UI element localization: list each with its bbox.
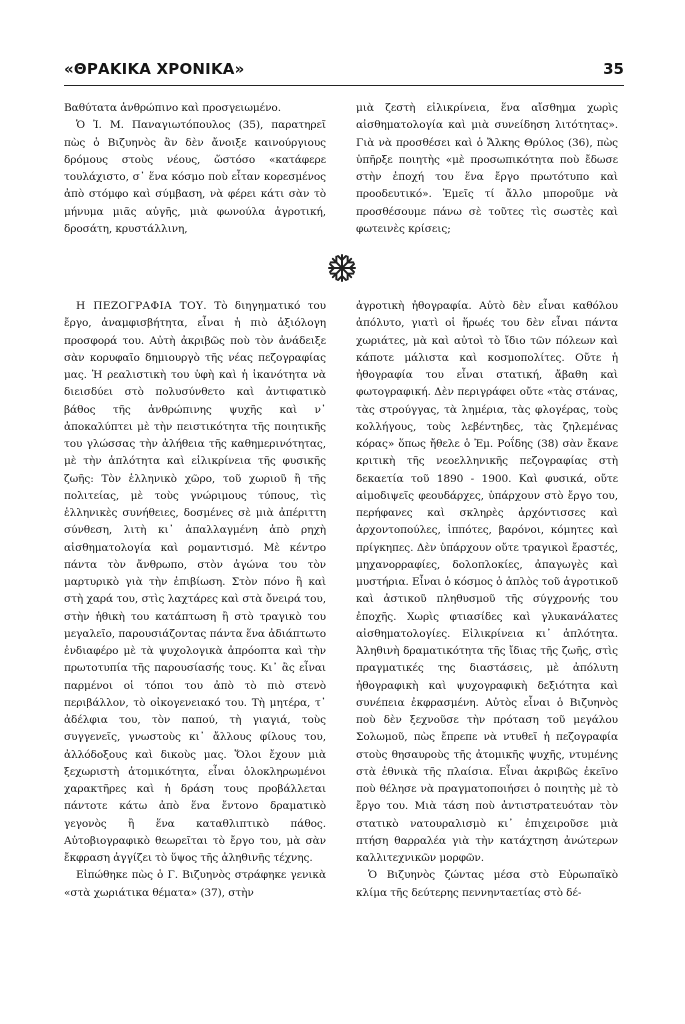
snowflake-ornament-icon	[326, 252, 358, 284]
paragraph: Εἰπώθηκε πὼς ὁ Γ. Βιζυηνὸς στράφηκε γενικὰ «στὰ χωριάτικα θέματα» (37), στὴν	[64, 869, 326, 899]
top-left-column	[64, 100, 326, 238]
section-heading: Η ΠΕΖΟΓΡΑΦΙΑ ΤΟΥ.	[76, 300, 207, 312]
paragraph: Ὁ Βιζυηνὸς ζώντας μέσα στὸ Εὐρωπαϊκὸ κλίμα τῆς δεύτερης πεννηνταετίας στὸ δέ-	[356, 869, 618, 899]
top-right-column	[356, 100, 618, 238]
paragraph: μιὰ ζεστὴ εἰλικρίνεια, ἕνα αἴσθημα χωρὶς αἰσθηματολογία καὶ μιὰ συνείδηση λιτότητας». Γιὰ νὰ προσθέσει καὶ ὁ Ἄλκης Θρύλος (36), πὼς ὑπῆρξε ποιητὴς «μὲ προσωπικότητα ποὺ ἔδωσε στὴν ἐποχή του ἕνα ἔργο πρωτότυπο καὶ προοδευτικό». Ἐμεῖς τί ἄλλο μποροῦμε νὰ προσθέσουμε πάνω σὲ τοῦτες τὶς σωστὲς καὶ φωτεινὲς κρίσεις;	[356, 102, 618, 236]
paragraph	[64, 298, 326, 867]
header-rule	[64, 85, 624, 86]
running-header	[64, 60, 624, 82]
bottom-right-column	[356, 298, 618, 902]
journal-title: «ΘΡΑΚΙΚΑ ΧΡΟΝΙΚΑ»	[64, 60, 245, 78]
paragraph-text: Τὸ διηγηματικό του ἔργο, ἀναμφισβήτητα, εἶναι ἡ πιὸ ἀξιόλογη προσφορά του. Αὐτὴ ἀκριβῶς ποὺ τὸν ἀνάδειξε σὰν κορυφαῖο δημιουργὸ τῆς νέας πεζογραφίας μας. Ἡ ρεαλιστικὴ του ὑφὴ καὶ ἡ ἱκανότητα νὰ διεισδύει στὸ πολυσύνθετο καὶ ἀντιφατικὸ βάθος τῆς ἀνθρώπινης ψυχῆς καὶ ν᾽ ἀποκαλύπτει μὲ τὴν πειστικότητα τῆς ποιητικῆς του γλώσσας τὴν ἀλήθεια τῆς καθημερινότητας, μὲ τὴν ἁπλότητα καὶ εἰλικρίνεια τῆς φυσικῆς ζωῆς: Τὸν ἑλληνικὸ χῶρο, τοῦ χωριοῦ ἢ τῆς πολιτείας, μὲ τοὺς γνώριμους τύπους, τὶς ἑλληνικὲς συνήθειες, δοσμένες σὲ μιὰ ἀπέριττη σύνθεση, λιτὴ κι᾽ ἀπαλλαγμένη ἀπὸ ρηχὴ αἰσθηματολογία καὶ ρομαντισμό. Μὲ κέντρο πάντα τὸν ἄνθρωπο, στὸν ἀγώνα του τὸν μαρτυρικὸ γιὰ τὴν ἐπιβίωση. Στὸν πόνο ἢ καὶ στὴ χαρά του, στὶς λαχτάρες καὶ στὰ ὄνειρά του, στὴν ἠθικὴ του κατάπτωση ἢ στὸ τραγικὸ του μεγαλεῖο, παρουσιάζοντας πάντα ἕνα ἀδιάπτωτο ἐνδιαφέρο μὲ τὰ ψυχολογικὰ ἀπρόοπτα καὶ τὴν πρωτοτυπία τῆς παρουσίασής τους. Κι᾽ ἂς εἶναι παρμένοι οἱ τόποι του ἀπὸ τὸ πιὸ στενὸ περιβάλλον, τὸ οἰκογενειακό του. Τὴ μητέρα, τ᾽ ἀδέλφια του, τὸν παπού, τὴ γιαγιά, τοὺς συγγενεῖς, γνωστοὺς κι᾽ ἄλλους φίλους του, ἀλλόδοξους καὶ δικοὺς μας. Ὅλοι ἔχουν μιὰ ξεχωριστὴ ἀτομικότητα, εἶναι ὁλοκληρωμένοι χαρακτῆρες καὶ ἡ δράση τους προβάλλεται πάντοτε κάτω ἀπὸ ἕνα ἔντονο δραματικὸ γεγονὸς ἢ ἕνα καταθλιπτικὸ πάθος. Αὐτοβιογραφικὸ θεωρεῖται τὸ ἔργο του, μὰ σὰν ἔκφραση ἀγγίζει τὸ ὕψος τῆς ἀληθινῆς τέχνης.	[64, 300, 326, 864]
bottom-left-column	[64, 298, 326, 902]
page-number: 35	[603, 60, 624, 78]
paragraph: ἀγροτικὴ ἠθογραφία. Αὐτὸ δὲν εἶναι καθόλου ἀπόλυτο, γιατὶ οἱ ἥρωές του δὲν εἶναι πάντα χωριάτες, μὰ καὶ αὐτοὶ τὸ ἴδιο τῶν πόλεων καὶ κάποτε μάλιστα καὶ κοσμοπολίτες. Οὔτε ἡ ἠθογραφία του εἶναι στατική, ἄβαθη καὶ φωτογραφική. Δὲν περιγράφει οὔτε «τὰς στάνας, τὰς στρούγγας, τὰ λημέρια, τὰς φλογέρας, τοὺς κολλήγους, τοὺς λεβέντηδες, τὰς ζηλεμένας κόρας» ὅπως ἤθελε ὁ Ἐμ. Ροΐδης (38) σὰν ἔκανε κριτικὴ τῆς νεοελληνικῆς πεζογραφίας στὴ δεκαετία τοῦ 1890 - 1900. Καὶ φυσικά, οὔτε αἱμοδιψεῖς φεουδάρχες, ὑπάρχουν στὸ ἔργο του, περήφανες καὶ σκληρὲς ἀρχόντισσες καὶ ἀρχοντοπούλες, ἱππότες, βαρόνοι, κόμητες καὶ πρίγκηπες. Δὲν ὑπάρχουν οὔτε τραγικοὶ ἔραστές, μηχανορραφίες, δολοπλοκίες, ἀπαγωγὲς καὶ μυστήρια. Εἶναι ὁ κόσμος ὁ ἁπλὸς τοῦ ἀγροτικοῦ καὶ ἀστικοῦ πληθυσμοῦ τῆς σύγχρονής του ἐποχῆς. Χωρὶς φτιασίδες καὶ γλυκανάλατες αἰσθηματολογίες. Εἰλικρίνεια κι᾽ ἁπλότητα. Ἀληθινὴ δραματικότητα τῆς ἴδιας τῆς ζωῆς, στὶς πραγματικές της διαστάσεις, μὲ ἀπόλυτη ἠθογραφικὴ καὶ ψυχογραφικὴ δεξιότητα καὶ συνέπεια ἐκφρασμένη. Αὐτὸς εἶναι ὁ Βιζυηνὸς ποὺ δὲν ξεχνοῦσε τὴν πρόταση τοῦ μεγάλου Σολωμοῦ, πὼς ἔπρεπε νὰ ντυθεῖ ἡ πεζογραφία στοὺς θησαυροὺς τῆς ἀτομικῆς ψυχῆς, ντυμένης στὰ ἐθνικὰ τῆς πλαίσια. Εἶναι ἀκριβῶς ἐκεῖνο ποὺ θέλησε νὰ πραγματοποιήσει ὁ ποιητὴς μὲ τὸ ἔργο του. Μιὰ τάση ποὺ ἀντιστρατευόταν τὸν στατικὸ νατουραλισμὸ κι᾽ ἐπιχειροῦσε μιὰ πτήση θαρραλέα γιὰ τὴν κατάχτηση ἀνώτερων καλλιτεχνικῶν μορφῶν.	[356, 300, 618, 864]
paragraph: Βαθύτατα ἀνθρώπινο καὶ προσγειωμένο.	[64, 102, 281, 114]
paragraph: Ὁ Ἰ. Μ. Παναγιωτόπουλος (35), παρατηρεῖ πὼς ὁ Βιζυηνὸς ἂν δὲν ἄνοιξε καινούργιους δρόμους στοὺς νέους, ὥστόσο «κατάφερε τουλάχιστο, σ᾽ ἕνα κόσμο ποὺ εἶταν κορεσμένος ἀπὸ στόμφο καὶ σύμβαση, νὰ φέρει κάτι σὰν τὸ μήνυμα μιᾶς αὐγῆς, μιὰ φωνούλα ἀγροτική, δροσάτη, κρυστάλλινη,	[64, 119, 326, 236]
